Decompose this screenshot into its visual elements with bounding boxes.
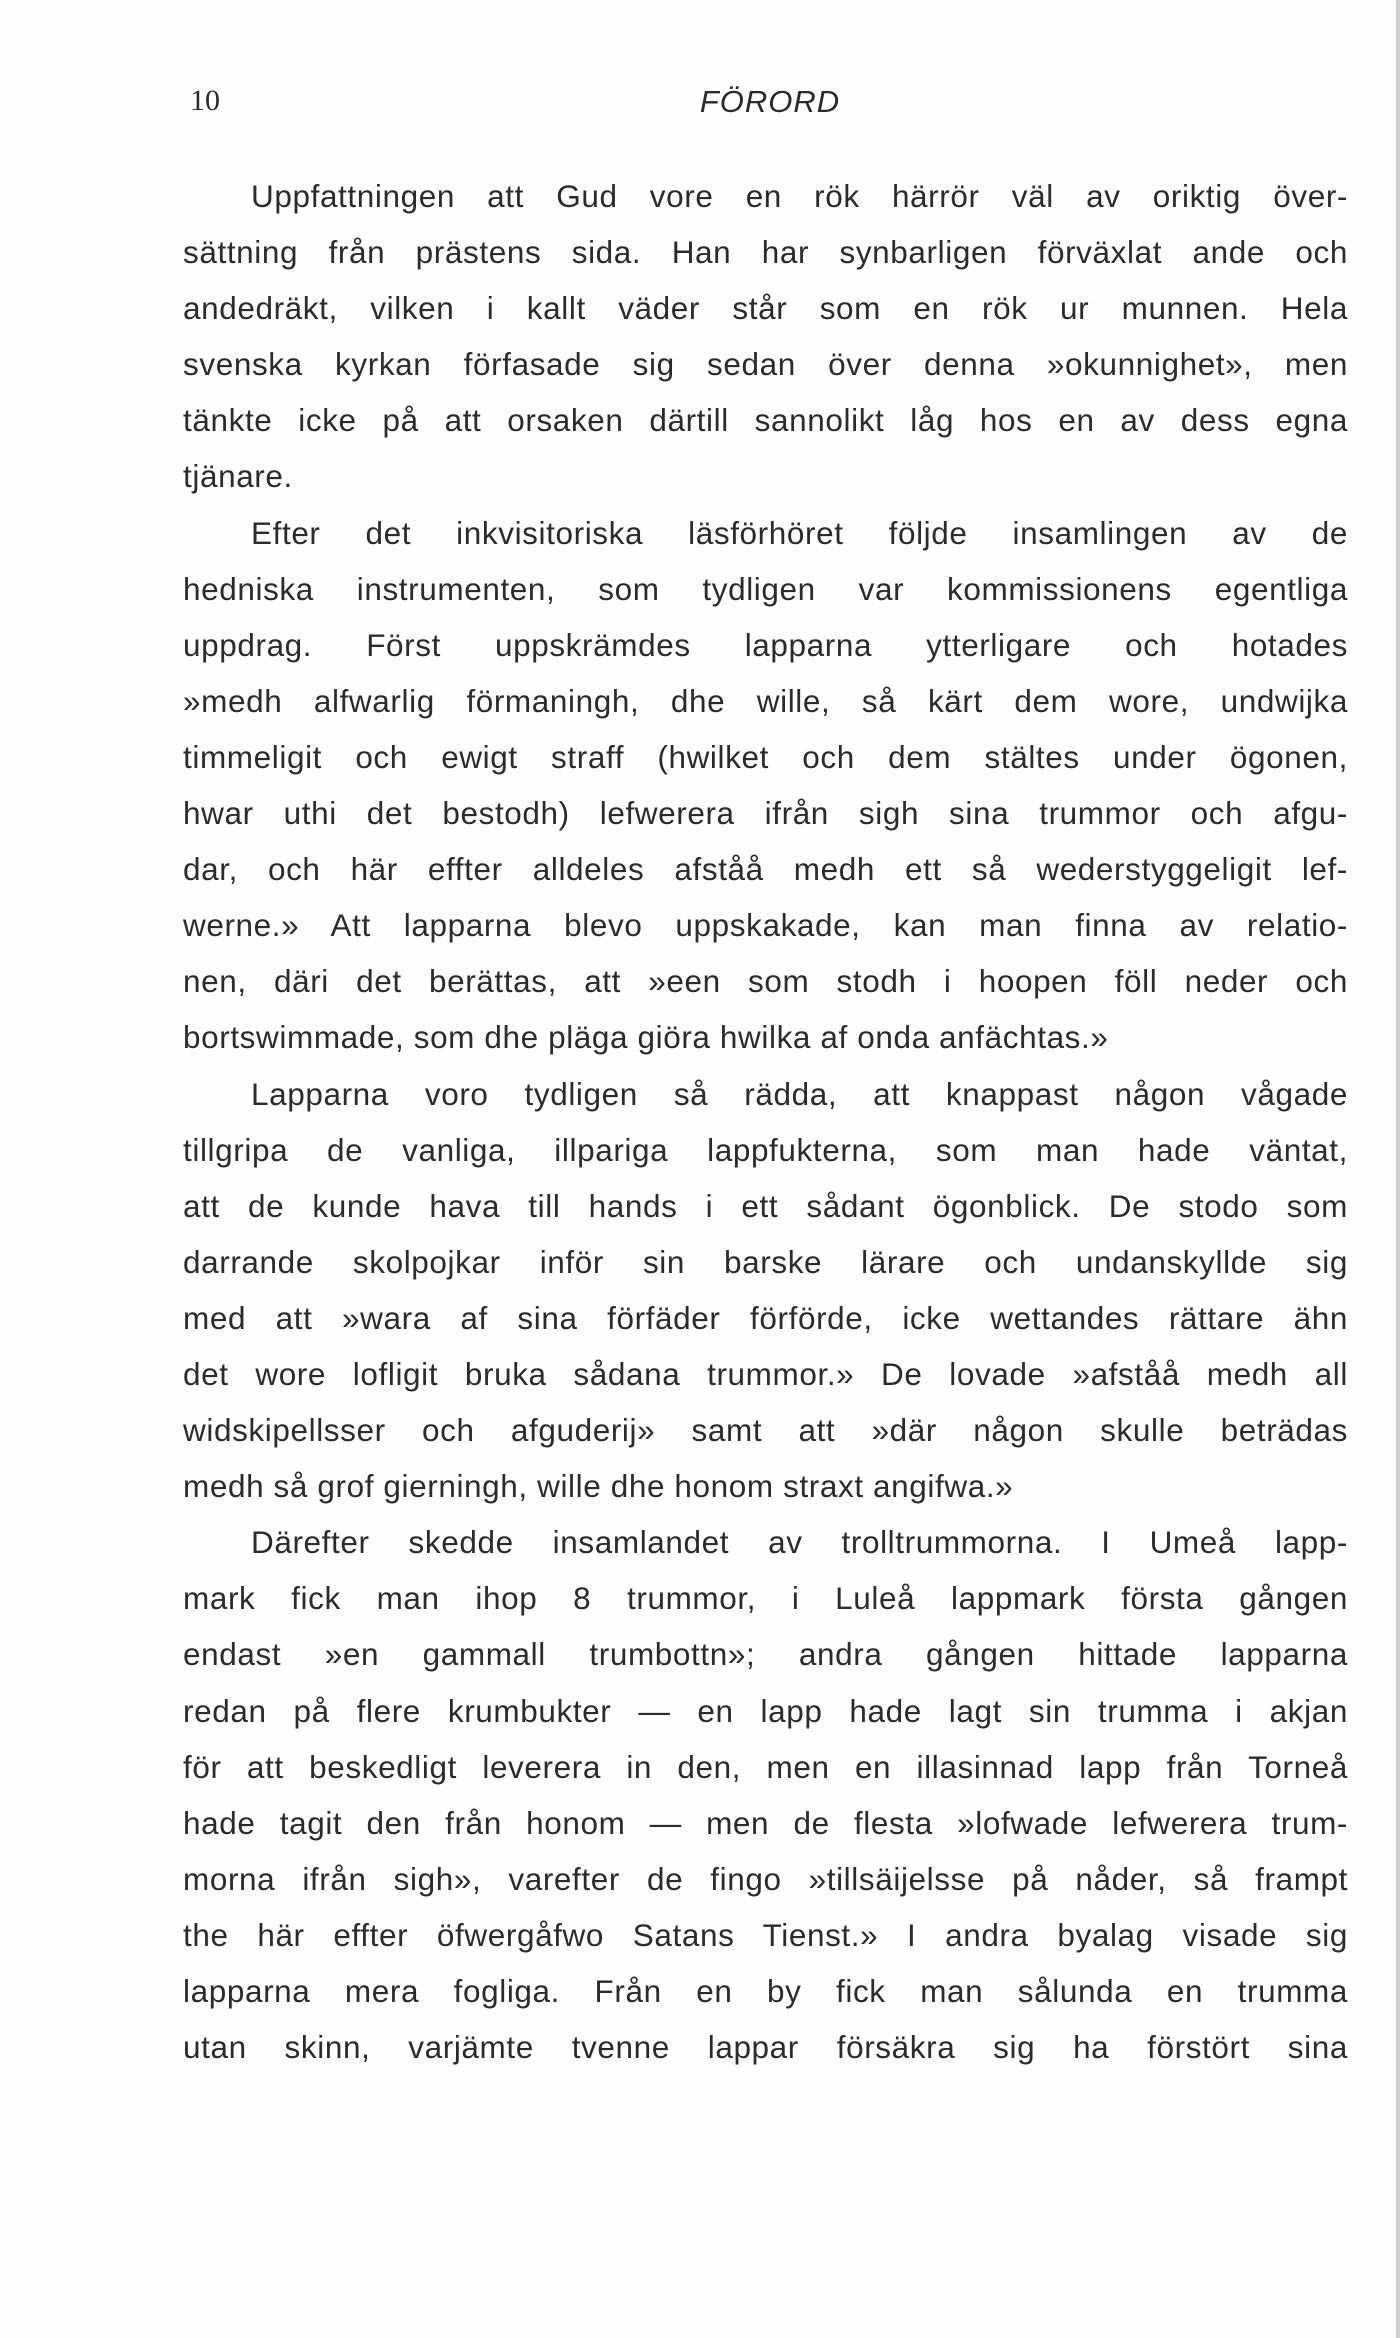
body-text <box>183 168 1348 2075</box>
page-edge <box>1396 0 1400 2338</box>
text-line: Därefter skedde insamlandet av trolltrummorna. I Umeå lapp- <box>251 1524 1348 1561</box>
text-line: »medh alfwarlig förmaningh, dhe wille, så kärt dem wore, undwijka <box>183 682 1348 719</box>
text-line: bortswimmade, som dhe pläga giöra hwilka af onda anfächtas.» <box>183 1019 1109 1056</box>
page-number: 10 <box>190 84 220 117</box>
text-line: hedniska instrumenten, som tydligen var kommissionens egentliga <box>183 570 1348 607</box>
text-line: uppdrag. Först uppskrämdes lapparna ytterligare och hotades <box>183 626 1348 663</box>
text-line: redan på flere krumbukter — en lapp hade lagt sin trumma i akjan <box>183 1692 1348 1729</box>
text-line: utan skinn, varjämte tvenne lappar försäkra sig ha förstört sina <box>183 2029 1348 2066</box>
text-line: för att beskedligt leverera in den, men en illasinnad lapp från Torneå <box>183 1748 1348 1785</box>
running-header <box>190 84 1350 124</box>
text-line: tänkte icke på att orsaken därtill sannolikt låg hos en av dess egna <box>183 402 1348 439</box>
text-line: endast »en gammall trumbottn»; andra gången hittade lapparna <box>183 1636 1348 1673</box>
running-title: FÖRORD <box>699 84 841 119</box>
text-line: det wore lofligit bruka sådana trummor.» De lovade »afståå medh all <box>183 1355 1348 1392</box>
text-line: dar, och här effter alldeles afståå medh ett så wederstyggeligit lef- <box>183 851 1348 888</box>
text-line: Uppfattningen att Gud vore en rök härrör väl av oriktig över- <box>251 178 1348 214</box>
text-line: lapparna mera fogliga. Från en by fick man sålunda en trumma <box>183 1973 1348 2009</box>
text-line: widskipellsser och afguderij» samt att »där någon skulle beträdas <box>183 1412 1348 1449</box>
text-line: darrande skolpojkar inför sin barske lärare och undanskyllde sig <box>183 1243 1348 1280</box>
text-line: andedräkt, vilken i kallt väder står som en rök ur munnen. Hela <box>183 290 1348 327</box>
text-line: hwar uthi det bestodh) lefwerera ifrån sigh sina trummor och afgu- <box>183 795 1348 832</box>
text-line: medh så grof gierningh, wille dhe honom straxt angifwa.» <box>183 1468 1014 1505</box>
text-line: werne.» Att lapparna blevo uppskakade, kan man finna av relatio- <box>183 907 1348 944</box>
text-line: Lapparna voro tydligen så rädda, att knappast någon vågade <box>251 1075 1348 1112</box>
text-line: att de kunde hava till hands i ett sådant ögonblick. De stodo som <box>183 1187 1348 1224</box>
text-line: mark fick man ihop 8 trummor, i Luleå lappmark första gången <box>183 1580 1348 1617</box>
text-line: nen, däri det berättas, att »een som stodh i hoopen föll neder och <box>183 963 1348 1000</box>
text-line: sättning från prästens sida. Han har synbarligen förväxlat ande och <box>183 234 1348 271</box>
text-line: timmeligit och ewigt straff (hwilket och dem stältes under ögonen, <box>183 738 1348 775</box>
text-line: tjänare. <box>183 458 293 495</box>
text-line: tillgripa de vanliga, illpariga lappfukterna, som man hade väntat, <box>183 1131 1348 1168</box>
text-line: svenska kyrkan förfasade sig sedan över denna »okunnighet», men <box>183 346 1348 383</box>
text-line: hade tagit den från honom — men de flesta »lofwade lefwerera trum- <box>183 1804 1348 1841</box>
text-line: Efter det inkvisitoriska läsförhöret följde insamlingen av de <box>251 514 1348 551</box>
text-line: the här effter öfwergåfwo Satans Tienst.» I andra byalag visade sig <box>183 1916 1348 1953</box>
text-line: morna ifrån sigh», varefter de fingo »tillsäijelsse på nåder, så frampt <box>183 1860 1348 1897</box>
text-line: med att »wara af sina förfäder förförde, icke wettandes rättare ähn <box>183 1299 1348 1336</box>
